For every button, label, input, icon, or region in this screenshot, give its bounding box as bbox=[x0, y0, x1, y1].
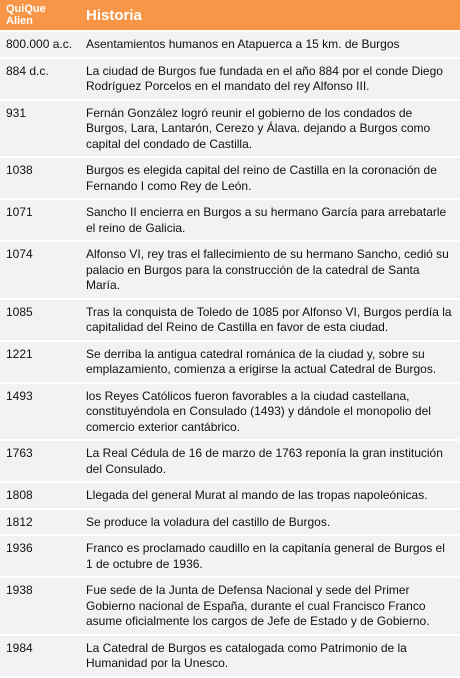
table-row bbox=[0, 383, 460, 441]
row-year: 1074 bbox=[0, 241, 80, 299]
row-text: Asentamientos humanos en Atapuerca a 15 km. de Burgos bbox=[80, 31, 460, 58]
table-header bbox=[0, 0, 460, 31]
row-text: La Real Cédula de 16 de marzo de 1763 reponía la gran institución del Consulado. bbox=[80, 440, 460, 482]
table-row bbox=[0, 509, 460, 536]
row-year: 1808 bbox=[0, 482, 80, 509]
row-year: 1221 bbox=[0, 341, 80, 383]
row-text: Fernán González logró reunir el gobierno de los condados de Burgos, Lara, Lantarón, Cerezo y Álava. dejando a Burgos como capital del condado de Castilla. bbox=[80, 100, 460, 158]
row-text: Se produce la voladura del castillo de Burgos. bbox=[80, 509, 460, 536]
table-row bbox=[0, 299, 460, 341]
row-year: 1938 bbox=[0, 577, 80, 635]
table-row bbox=[0, 482, 460, 509]
row-year: 1763 bbox=[0, 440, 80, 482]
row-year: 1812 bbox=[0, 509, 80, 536]
table-row bbox=[0, 241, 460, 299]
table-row bbox=[0, 199, 460, 241]
header-title: Historia bbox=[80, 0, 460, 31]
header-author: QuiQue Alien bbox=[0, 0, 80, 31]
row-text: Sancho II encierra en Burgos a su hermano García para arrebatarle el reino de Galicia. bbox=[80, 199, 460, 241]
row-text: Burgos es elegida capital del reino de Castilla en la coronación de Fernando I como Rey de León. bbox=[80, 157, 460, 199]
row-text: los Reyes Católicos fueron favorables a la ciudad castellana, constituyéndola en Consulado (1493) y dándole el monopolio del comercio exterior cantábrico. bbox=[80, 383, 460, 441]
row-text: Se derriba la antigua catedral románica de la ciudad y, sobre su emplazamiento, comienza a erigirse la actual Catedral de Burgos. bbox=[80, 341, 460, 383]
table-row bbox=[0, 58, 460, 100]
row-text: Alfonso VI, rey tras el fallecimiento de su hermano Sancho, cedió su palacio en Burgos para la construcción de la catedral de Santa María. bbox=[80, 241, 460, 299]
header-row bbox=[0, 0, 460, 31]
row-text: La ciudad de Burgos fue fundada en el año 884 por el conde Diego Rodríguez Porcelos en el mandato del rey Alfonso III. bbox=[80, 58, 460, 100]
table-row bbox=[0, 157, 460, 199]
row-year: 1085 bbox=[0, 299, 80, 341]
table-row bbox=[0, 577, 460, 635]
row-year: 884 d.c. bbox=[0, 58, 80, 100]
row-text: Fue sede de la Junta de Defensa Nacional y sede del Primer Gobierno nacional de España, durante el cual Francisco Franco asume oficialmente los cargos de Jefe de Estado y de Gobierno. bbox=[80, 577, 460, 635]
row-text: Tras la conquista de Toledo de 1085 por Alfonso VI, Burgos perdía la capitalidad del Reino de Castilla en favor de esta ciudad. bbox=[80, 299, 460, 341]
row-year: 1493 bbox=[0, 383, 80, 441]
row-year: 1038 bbox=[0, 157, 80, 199]
table-row bbox=[0, 341, 460, 383]
row-year: 1984 bbox=[0, 635, 80, 677]
row-year: 1071 bbox=[0, 199, 80, 241]
row-year: 931 bbox=[0, 100, 80, 158]
row-text: La Catedral de Burgos es catalogada como Patrimonio de la Humanidad por la Unesco. bbox=[80, 635, 460, 677]
table-row bbox=[0, 440, 460, 482]
table-body bbox=[0, 31, 460, 677]
row-year: 1936 bbox=[0, 535, 80, 577]
table-row bbox=[0, 100, 460, 158]
row-text: Llegada del general Murat al mando de las tropas napoleónicas. bbox=[80, 482, 460, 509]
row-year: 800.000 a.c. bbox=[0, 31, 80, 58]
table-row bbox=[0, 31, 460, 58]
row-text: Franco es proclamado caudillo en la capitanía general de Burgos el 1 de octubre de 1936. bbox=[80, 535, 460, 577]
table-row bbox=[0, 535, 460, 577]
